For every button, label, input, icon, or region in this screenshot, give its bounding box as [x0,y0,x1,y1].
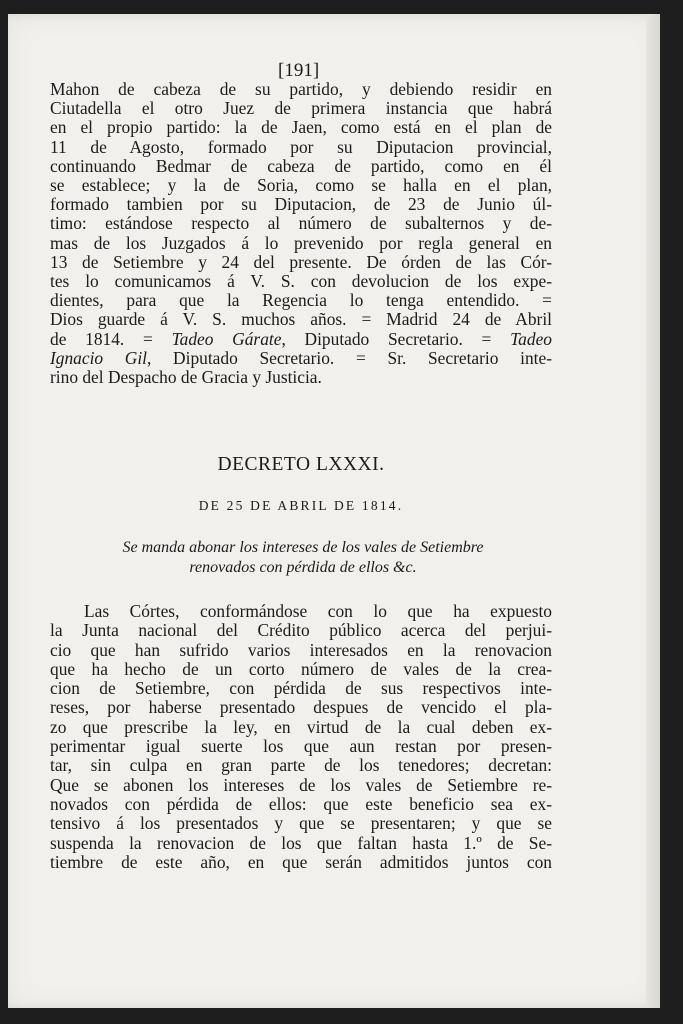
decree-body [50,602,552,872]
text-line: continuando Bedmar de cabeza de partido, como en él [50,156,552,176]
text-line: Dios guarde á V. S. muchos años. = Madrid 24 de Abril [50,310,552,330]
text-line: en el propio partido: la de Jaen, como está en el plan de [50,118,552,138]
text-line: 13 de Setiembre y 24 del presente. De órden de las Cór- [50,252,552,272]
text-line: cio que han sufrido varios interesados en la renovacion [50,640,552,660]
signatory-name: Ignacio Gil [50,348,148,368]
signature-role: , Diputado Secretario. = [281,329,511,349]
text-line: Ciutadella el otro Juez de primera instancia que habrá [50,99,552,119]
text-line: la Junta nacional del Crédito público acerca del perjui- [50,621,552,641]
opening-paragraph [50,80,552,387]
page-edge [646,14,660,1008]
text-line: Mahon de cabeza de su partido, y debiendo residir en [50,80,552,99]
text-line: cion de Setiembre, con pérdida de sus respectivos inte- [50,679,552,699]
text-line: zo que prescribe la ley, en virtud de la cual deben ex- [50,717,552,737]
text-line: reses, por haberse presentado despues de vencido el pla- [50,698,552,718]
text-line: Que se abonen los intereses de los vales de Setiembre re- [50,775,552,795]
decree-summary [68,538,538,578]
text-line: que ha hecho de un corto número de vales de la crea- [50,659,552,679]
text-line: timo: estándose respecto al número de subalternos y de- [50,214,552,234]
decree-date: DE 25 DE ABRIL DE 1814. [198,498,404,513]
text-line: dientes, para que la Regencia lo tenga entendido. = [50,291,552,311]
page-number: [191] [278,60,320,81]
text-line: perimentar igual suerte los que aun restan por presen- [50,737,552,757]
text-line: tensivo á los presentados y que se presentaren; y que se [50,814,552,834]
text-line: 11 de Agosto, formado por su Diputacion provincial, [50,137,552,157]
signature-line [50,349,552,368]
text-line: rino del Despacho de Gracia y Justicia. [50,368,322,388]
summary-line: Se manda abonar los intereses de los vales de Setiembre [122,539,484,556]
book-page [8,14,660,1008]
text-line: suspenda la renovacion de los que faltan hasta 1.º de Se- [50,833,552,853]
text-line: Las Córtes, conformándose con lo que ha expuesto [84,602,552,621]
text-line: se establece; y la de Soria, como se halla en el plan, [50,176,552,196]
signature-line [50,330,552,349]
signature-prefix: de 1814. = [50,329,172,349]
signatory-name: Tadeo Gárate [171,329,282,349]
text-line: tar, sin culpa en gran parte de los tenedores; decretan: [50,756,552,776]
text-line: mas de los Juzgados á lo prevenido por regla general en [50,233,552,253]
summary-line: renovados con pérdida de ellos &c. [189,559,417,576]
text-line: formado tambien por su Diputacion, de 23 de Junio úl- [50,195,552,215]
signatory-name: Tadeo [510,329,552,349]
text-line: tes lo comunicamos á V. S. con devolucion de los expe- [50,272,552,292]
text-line: tiembre de este año, en que serán admitidos juntos con [50,852,552,872]
decree-title: DECRETO LXXXI. [217,454,385,475]
signature-role: , Diputado Secretario. = Sr. Secretario inte- [147,348,552,368]
text-line: novados con pérdida de ellos: que este beneficio sea ex- [50,794,552,814]
